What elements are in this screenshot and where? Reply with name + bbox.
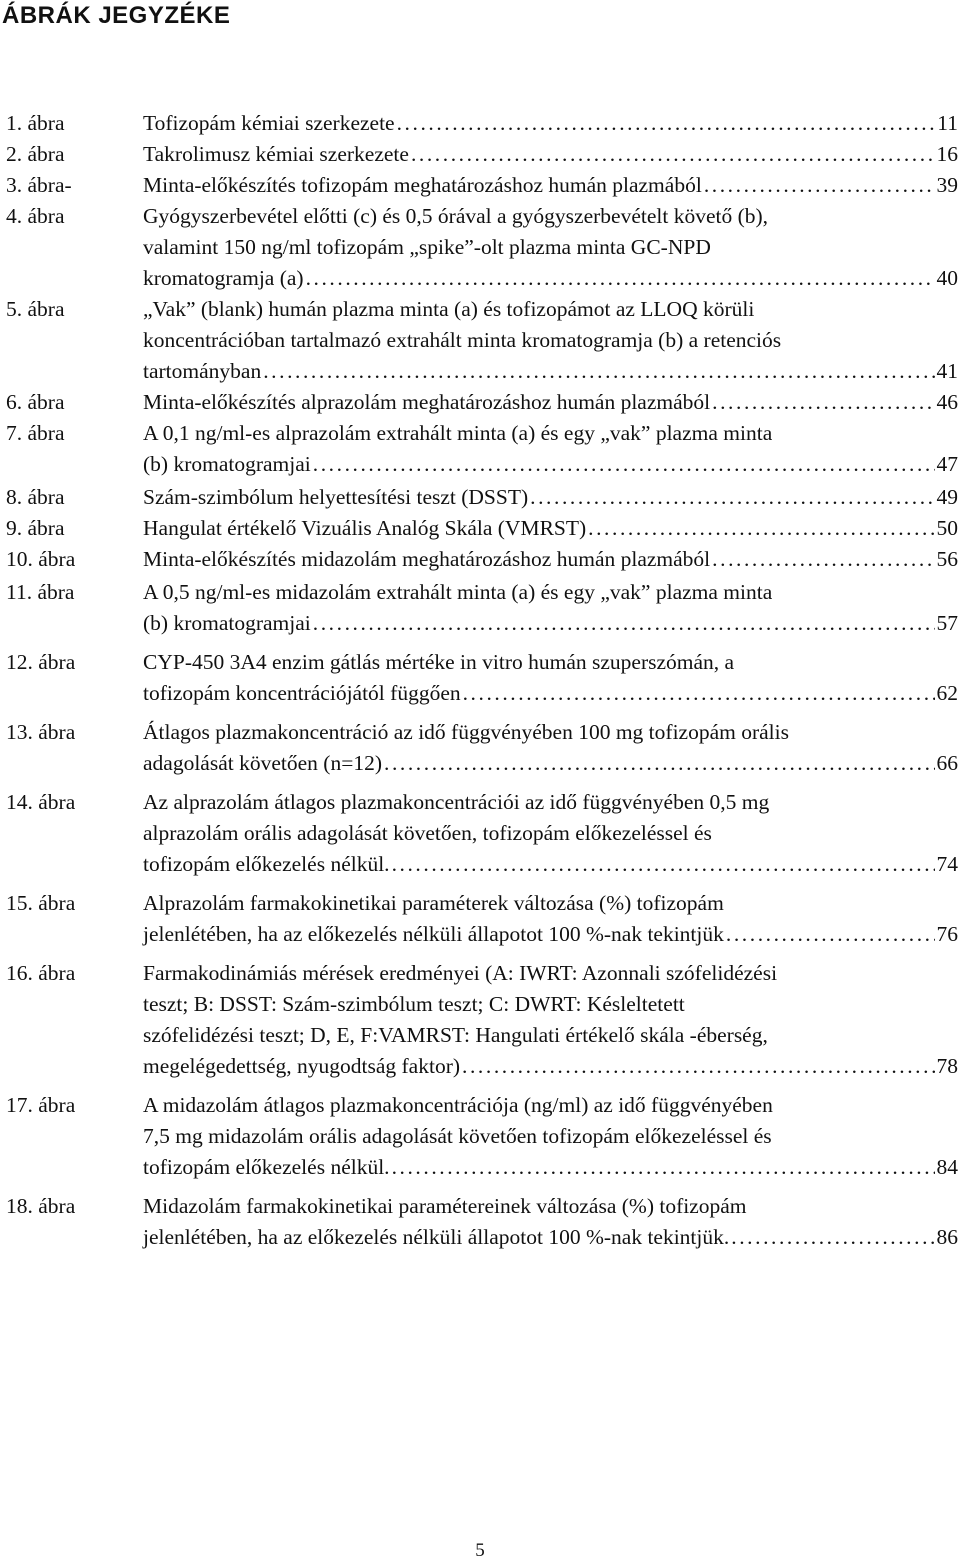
page-reference: 56 [936,547,958,571]
figure-label: 7. ábra [6,421,65,445]
toc-entry [0,577,958,639]
caption-line: tofizopám előkezelés nélkül. [143,1155,390,1179]
dot-leader [313,449,935,480]
figure-caption [143,647,958,709]
toc-entry [0,513,958,544]
dot-leader [462,1051,934,1082]
page-reference: 74 [936,852,958,876]
caption-line: Gyógyszerbevétel előtti (c) és 0,5 órával a gyógyszerbevételt követő (b), [143,204,769,228]
caption-line: Szám-szimbólum helyettesítési teszt (DSST) [143,485,529,509]
page-reference: 41 [936,359,958,383]
toc-entry [0,482,958,513]
page-reference: 11 [937,111,958,135]
dot-leader [463,678,935,709]
caption-line: Átlagos plazmakoncentráció az idő függvényében 100 mg tofizopám orális [143,720,789,744]
page-number: 5 [475,1540,485,1561]
toc-entry [0,387,958,418]
caption-line: adagolását követően (n=12) [143,751,382,775]
figure-caption [143,387,958,418]
dot-leader [726,919,935,950]
caption-line: Farmakodinámiás mérések eredményei (A: IWRT: Azonnali szófelidézési [143,961,778,985]
caption-line: szófelidézési teszt; D, E, F:VAMRST: Hangulati értékelő skála -éberség, [143,1023,768,1047]
page-reference: 78 [936,1054,958,1078]
toc-entry [0,294,958,387]
caption-line: Minta-előkészítés midazolám meghatározáshoz humán plazmából [143,547,711,571]
figure-caption [143,958,958,1082]
dot-leader [313,608,935,639]
toc-entry [0,958,958,1082]
figure-caption [143,294,958,387]
dot-leader [411,139,935,170]
figure-label: 13. ábra [6,720,76,744]
dot-leader [306,263,935,294]
caption-line: CYP-450 3A4 enzim gátlás mértéke in vitro humán szuperszómán, a [143,650,735,674]
figure-label: 12. ábra [6,650,76,674]
toc-entry [0,201,958,294]
caption-line: kromatogramja (a) [143,266,304,290]
toc-entry [0,717,958,779]
toc-entry [0,888,958,950]
caption-line: tofizopám koncentrációjától függően [143,681,461,705]
page-title: ÁBRÁK JEGYZÉKE [2,2,231,29]
page-reference: 47 [936,452,958,476]
figure-label: 8. ábra [6,485,65,509]
figure-caption [143,1090,958,1183]
figure-label: 11. ábra [6,580,75,604]
figure-caption [143,717,958,779]
page-reference: 16 [936,142,958,166]
toc-entry [0,139,958,170]
dot-leader [397,108,936,139]
figure-label: 3. ábra- [6,173,72,197]
figure-label: 10. ábra [6,547,76,571]
page-reference: 49 [936,485,958,509]
caption-line: tartományban [143,359,262,383]
caption-line: jelenlétében, ha az előkezelés nélküli állapotot 100 %-nak tekintjük. [143,1225,730,1249]
caption-line: A 0,5 ng/ml-es midazolám extrahált minta (a) és egy „vak” plazma minta [143,580,773,604]
toc-entry [0,787,958,880]
toc-entry [0,170,958,201]
toc-entry [0,647,958,709]
caption-line: (b) kromatogramjai [143,452,311,476]
caption-line: alprazolám orális adagolását követően, tofizopám előkezeléssel és [143,821,712,845]
caption-line: koncentrációban tartalmazó extrahált minta kromatogramja (b) a retenciós [143,328,782,352]
caption-line: Minta-előkészítés tofizopám meghatározáshoz humán plazmából [143,173,702,197]
toc-entry [0,108,958,139]
dot-leader [731,1222,934,1253]
figure-label: 18. ábra [6,1194,76,1218]
figure-caption [143,513,958,544]
figure-caption [143,888,958,950]
figure-caption [143,482,958,513]
figure-label: 16. ábra [6,961,76,985]
page-reference: 40 [936,266,958,290]
figure-caption [143,418,958,480]
figure-caption [143,787,958,880]
dot-leader [384,748,935,779]
page-reference: 50 [936,516,958,540]
caption-line: 7,5 mg midazolám orális adagolását követően tofizopám előkezeléssel és [143,1124,772,1148]
figure-label: 1. ábra [6,111,65,135]
caption-line: Az alprazolám átlagos plazmakoncentrációi az idő függvényében 0,5 mg [143,790,770,814]
dot-leader [704,170,935,201]
figure-caption [143,544,958,575]
figure-label: 14. ábra [6,790,76,814]
caption-line: megelégedettség, nyugodtság faktor) [143,1054,461,1078]
dot-leader [712,544,934,575]
caption-line: Tofizopám kémiai szerkezete [143,111,395,135]
caption-line: Minta-előkészítés alprazolám meghatározáshoz humán plazmából [143,390,711,414]
figure-list [0,108,958,1253]
page-reference: 86 [936,1225,958,1249]
dot-leader [392,1152,935,1183]
figure-caption [143,139,958,170]
figure-caption [143,201,958,294]
dot-leader [263,356,934,387]
caption-line: tofizopám előkezelés nélkül. [143,852,390,876]
dot-leader [712,387,934,418]
caption-line: jelenlétében, ha az előkezelés nélküli állapotot 100 %-nak tekintjük [143,922,724,946]
caption-line: valamint 150 ng/ml tofizopám „spike”-olt plazma minta GC-NPD [143,235,711,259]
page-reference: 57 [936,611,958,635]
dot-leader [392,849,935,880]
toc-entry [0,544,958,575]
page-reference: 76 [936,922,958,946]
figure-label: 2. ábra [6,142,65,166]
caption-line: A midazolám átlagos plazmakoncentrációja (ng/ml) az idő függvényében [143,1093,773,1117]
figure-label: 15. ábra [6,891,76,915]
figure-label: 9. ábra [6,516,65,540]
toc-entry [0,418,958,480]
figure-label: 6. ábra [6,390,65,414]
figure-caption [143,577,958,639]
figure-label: 5. ábra [6,297,65,321]
dot-leader [588,513,934,544]
caption-line: Midazolám farmakokinetikai paramétereinek változása (%) tofizopám [143,1194,747,1218]
page-reference: 84 [936,1155,958,1179]
caption-line: „Vak” (blank) humán plazma minta (a) és tofizopámot az LLOQ körüli [143,297,755,321]
figure-label: 17. ábra [6,1093,76,1117]
figure-caption [143,108,958,139]
figure-caption [143,1191,958,1253]
figure-caption [143,170,958,201]
dot-leader [530,482,934,513]
toc-entry [0,1090,958,1183]
caption-line: A 0,1 ng/ml-es alprazolám extrahált minta (a) és egy „vak” plazma minta [143,421,773,445]
page-reference: 39 [936,173,958,197]
caption-line: teszt; B: DSST: Szám-szimbólum teszt; C: DWRT: Késleltetett [143,992,685,1016]
caption-line: Takrolimusz kémiai szerkezete [143,142,409,166]
caption-line: (b) kromatogramjai [143,611,311,635]
caption-line: Hangulat értékelő Vizuális Analóg Skála (VMRST) [143,516,587,540]
caption-line: Alprazolám farmakokinetikai paraméterek változása (%) tofizopám [143,891,724,915]
page-reference: 66 [936,751,958,775]
figure-label: 4. ábra [6,204,65,228]
toc-entry [0,1191,958,1253]
page-reference: 62 [936,681,958,705]
page-reference: 46 [936,390,958,414]
